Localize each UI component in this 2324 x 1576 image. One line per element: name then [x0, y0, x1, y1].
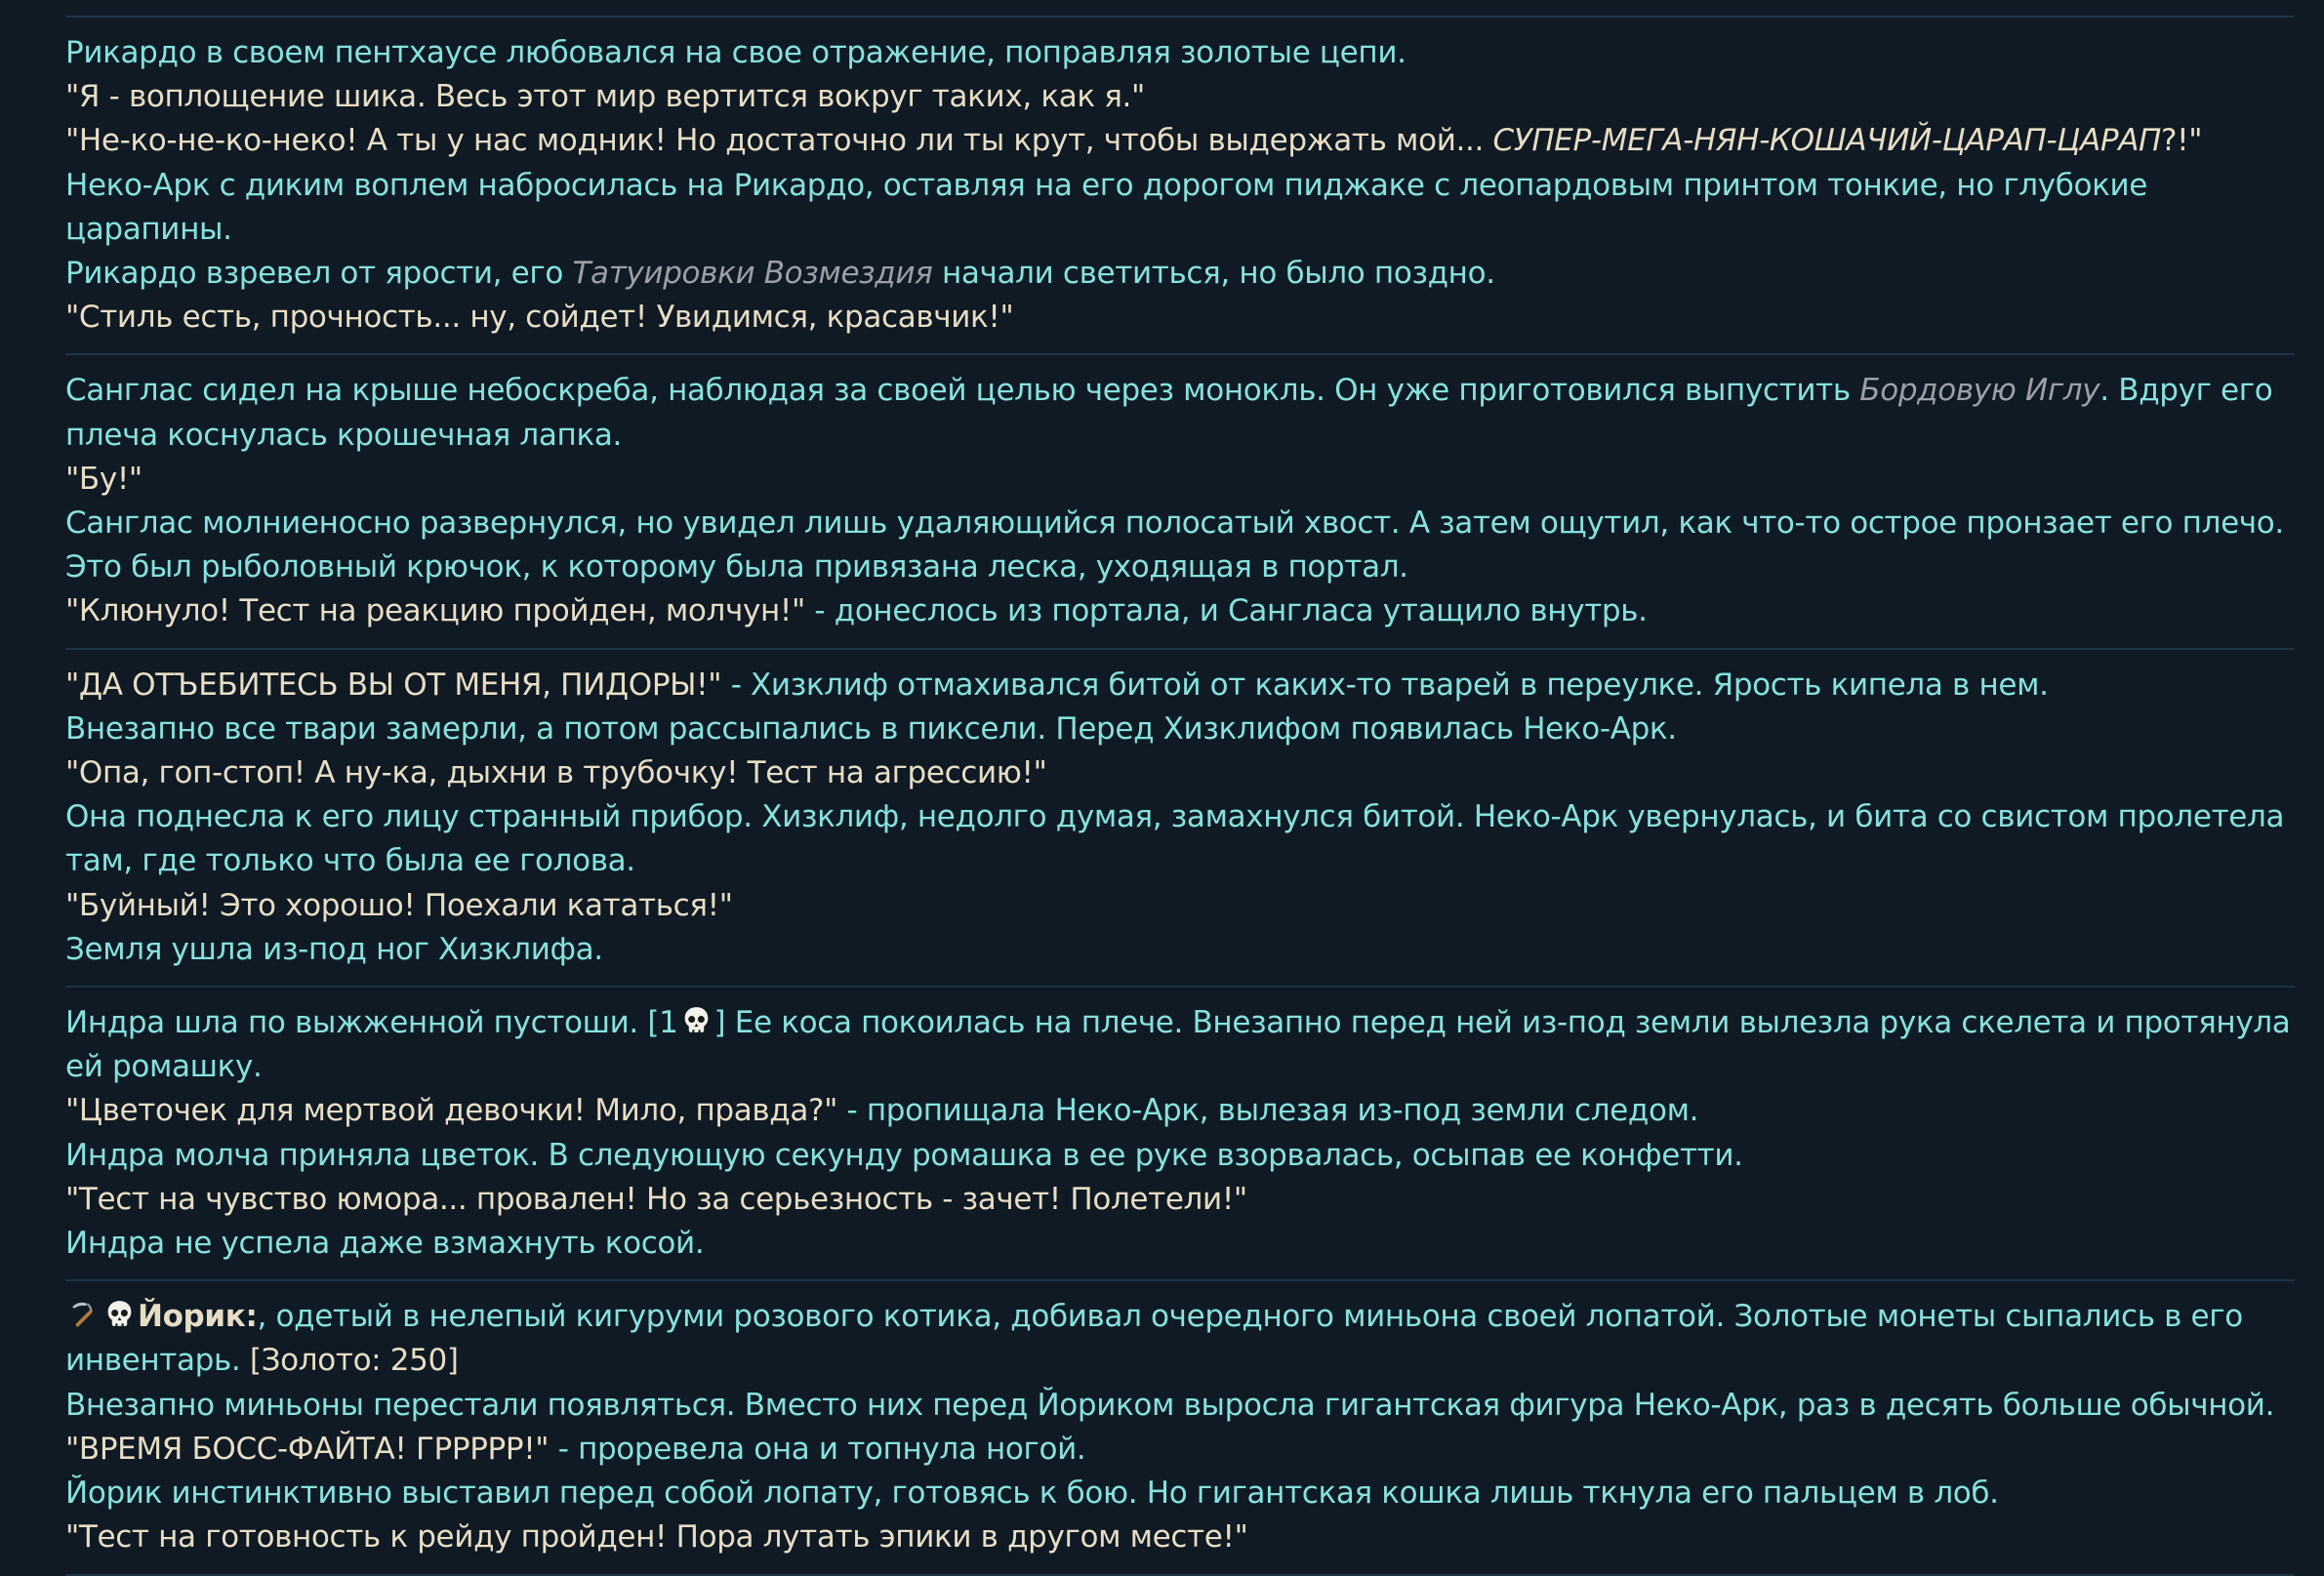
skull-icon	[680, 1004, 713, 1036]
text-segment: "Цветочек для мертвой девочки! Мило, правда?"	[65, 1093, 838, 1129]
skull-icon	[103, 1298, 136, 1330]
text-segment: Рикардо в своем пентхаусе любовался на свое отражение, поправляя золотые цепи.	[65, 35, 1407, 70]
narration-line	[65, 252, 2295, 296]
narration-line	[65, 31, 2295, 75]
top-divider	[65, 16, 2295, 18]
text-segment: "Тест на готовность к рейду пройден! Пора лутать эпики в другом месте!"	[65, 1519, 1248, 1556]
dialogue-line	[65, 1515, 2295, 1559]
narration-line	[65, 795, 2295, 883]
narration-line	[65, 707, 2295, 751]
text-segment: ?!"	[2161, 123, 2203, 159]
story-block	[65, 1001, 2295, 1281]
text-segment: "Не-ко-не-ко-неко! А ты у нас модник! Но достаточно ли ты крут, чтобы выдержать мой...	[65, 123, 1493, 159]
text-segment: "Бу!"	[65, 461, 143, 497]
narration-line	[65, 1472, 2295, 1515]
narration-line	[65, 369, 2295, 457]
text-segment: "ВРЕМЯ БОСС-ФАЙТА! ГРРРРР!"	[65, 1431, 550, 1467]
narration-line	[65, 1222, 2295, 1266]
text-segment: Санглас молниеносно развернулся, но увидел лишь удаляющийся полосатый хвост. А затем ощутил, как что-то острое пронзает его плечо. Это был рыболовный крючок, к которому была привязана леска, уходящая в портал.	[65, 505, 2284, 586]
dialogue-line	[65, 751, 2295, 795]
text-segment: "ДА ОТЪЕБИТЕСЬ ВЫ ОТ МЕНЯ, ПИДОРЫ!"	[65, 667, 722, 703]
text-segment: начали светиться, но было поздно.	[932, 256, 1495, 292]
narration-line	[65, 1001, 2295, 1089]
story-block	[65, 31, 2295, 355]
ability-name: Бордовую Иглу	[1859, 373, 2100, 409]
story-block	[65, 369, 2295, 649]
narration-line	[65, 1134, 2295, 1178]
text-segment: , одетый в нелепый кигуруми розового котика, добивал очередного миньона своей лопатой. Золотые монеты сыпались в его инвентарь.	[65, 1299, 2243, 1379]
dialogue-line	[65, 884, 2295, 928]
text-segment: Индра не успела даже взмахнуть косой.	[65, 1226, 705, 1262]
narration-line	[65, 928, 2295, 972]
text-segment: "Буйный! Это хорошо! Поехали кататься!"	[65, 887, 733, 923]
text-segment: "Клюнуло! Тест на реакцию пройден, молчун!"	[65, 593, 805, 629]
narration-segment: - проревела она и топнула ногой.	[549, 1431, 1086, 1467]
story-block	[65, 1295, 2295, 1575]
text-segment: ] Ее коса покоилась на плече. Внезапно перед ней из-под земли вылезла рука скелета и протянула ей ромашку.	[65, 1005, 2291, 1085]
text-segment: Неко-Арк с диким воплем набросилась на Рикардо, оставляя на его дорогом пиджаке с леопардовым принтом тонкие, но глубокие царапины.	[65, 167, 2148, 247]
text-segment: Йорик инстинктивно выставил перед собой лопату, готовясь к бою. Но гигантская кошка лишь ткнула его пальцем в лоб.	[65, 1475, 1999, 1512]
dialogue-line	[65, 1428, 2295, 1472]
dialogue-line	[65, 119, 2295, 163]
text-segment: Внезапно миньоны перестали появляться. Вместо них перед Йориком выросла гигантская фигура Неко-Арк, раз в десять больше обычной.	[65, 1387, 2275, 1423]
narration-line	[65, 164, 2295, 252]
dialogue-line	[65, 458, 2295, 502]
narration-line	[65, 1295, 2295, 1383]
text-segment: . Вдруг его плеча коснулась крошечная лапка.	[65, 373, 2273, 453]
dialogue-line	[65, 1178, 2295, 1222]
text-segment: Внезапно все твари замерли, а потом рассыпались в пиксели. Перед Хизклифом появилась Неко-Арк.	[65, 710, 1677, 747]
narration-segment: - донеслось из портала, и Сангласа утащило внутрь.	[804, 593, 1648, 629]
pickaxe-icon	[67, 1298, 100, 1330]
text-segment: Рикардо взревел от ярости, его	[65, 256, 573, 292]
text-segment: "Я - воплощение шика. Весь этот мир вертится вокруг таких, как я."	[65, 79, 1145, 115]
dialogue-segment: [Золото: 250]	[249, 1343, 459, 1379]
ability-name: Татуировки Возмездия	[572, 256, 933, 292]
ability-name: СУПЕР-МЕГА-НЯН-КОШАЧИЙ-ЦАРАП-ЦАРАП	[1492, 123, 2162, 159]
character-name: Йорик:	[138, 1299, 258, 1335]
dialogue-line	[65, 664, 2295, 707]
dialogue-line	[65, 296, 2295, 340]
text-segment: "Тест на чувство юмора... провален! Но за серьезность - зачет! Полетели!"	[65, 1181, 1247, 1217]
story-blocks	[65, 31, 2295, 1576]
text-segment: "Стиль есть, прочность... ну, сойдет! Увидимся, красавчик!"	[65, 300, 1014, 336]
text-segment: Санглас сидел на крыше небоскреба, наблюдая за своей целью через монокль. Он уже приготовился выпустить	[65, 373, 1860, 409]
text-segment: Индра молча приняла цветок. В следующую секунду ромашка в ее руке взорвалась, осыпав ее конфетти.	[65, 1137, 1743, 1173]
text-segment: "Опа, гоп-стоп! А ну-ка, дыхни в трубочку! Тест на агрессию!"	[65, 755, 1047, 791]
narration-segment: - Хизклиф отмахивался битой от каких-то тварей в переулке. Ярость кипела в нем.	[721, 667, 2049, 703]
dialogue-line	[65, 1089, 2295, 1133]
text-segment: Она поднесла к его лицу странный прибор. Хизклиф, недолго думая, замахнулся битой. Неко-Арк увернулась, и бита со свистом пролетела там, где только что была ее голова.	[65, 799, 2285, 879]
text-segment: Индра шла по выжженной пустоши. [1	[65, 1005, 678, 1041]
narration-line	[65, 502, 2295, 589]
dialogue-line	[65, 75, 2295, 119]
text-segment: Земля ушла из-под ног Хизклифа.	[65, 931, 603, 967]
narration-line	[65, 1384, 2295, 1428]
dialogue-line	[65, 589, 2295, 633]
narration-segment: - пропищала Неко-Арк, вылезая из-под земли следом.	[837, 1093, 1699, 1129]
story-block	[65, 664, 2295, 988]
